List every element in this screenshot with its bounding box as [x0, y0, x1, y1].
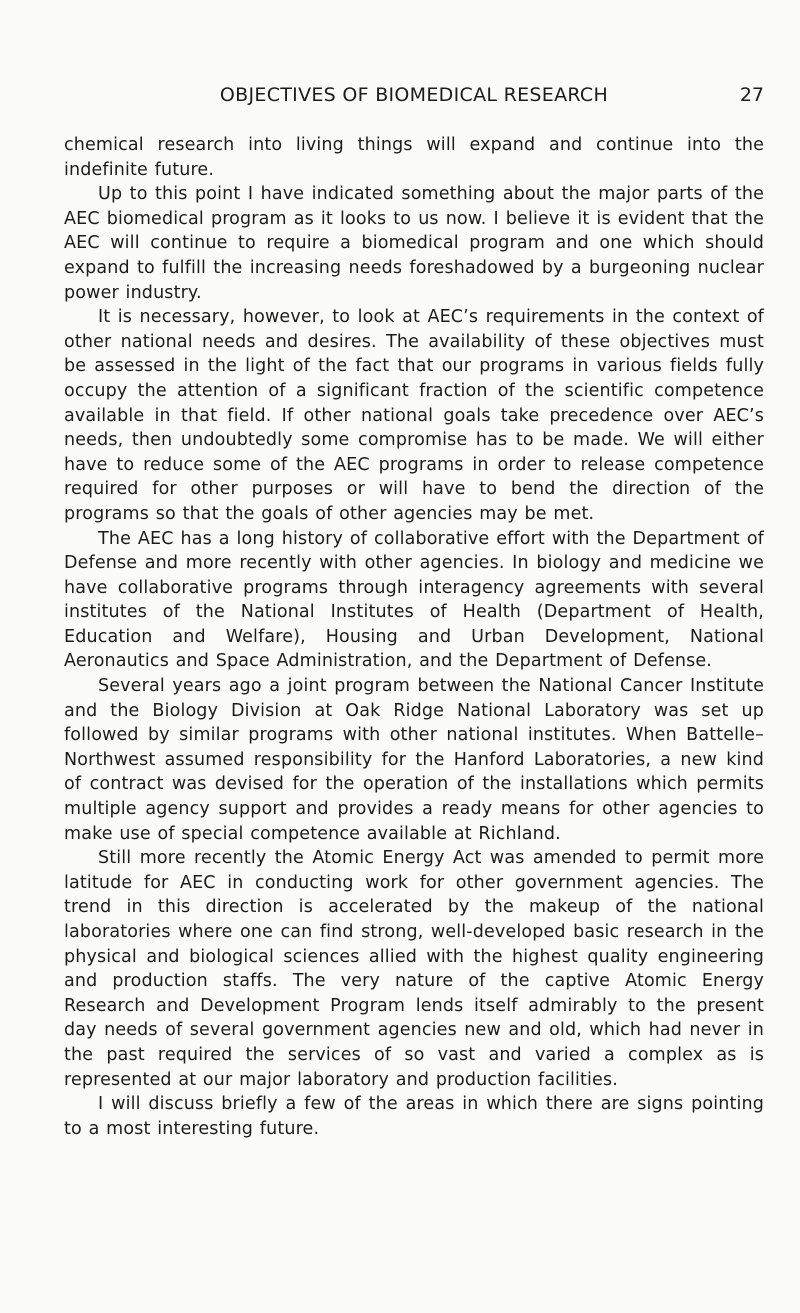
chapter-title: OBJECTIVES OF BIOMEDICAL RESEARCH [219, 84, 609, 106]
running-head [64, 84, 764, 114]
paragraph: It is necessary, however, to look at AEC’s requirements in the context of other national needs and desires. The availability of these objectives must be assessed in the light of the fact that our programs in various fields fully occupy the attention of a significant fraction of the scientific competence available in that field. If other national goals take precedence over AEC’s needs, then undoubtedly some compromise has to be made. We will either have to reduce some of the AEC programs in order to release competence required for other purposes or will have to bend the direction of the programs so that the goals of other agencies may be met. [64, 307, 764, 524]
paragraph: Several years ago a joint program between the National Cancer Institute and the Biology Division at Oak Ridge National Laboratory was set up followed by similar programs with other national institutes. When Battelle–Northwest assumed responsibility for the Hanford Laboratories, a new kind of contract was devised for the operation of the installations which permits multiple agency support and provides a ready means for other agencies to make use of special competence available at Richland. [64, 676, 764, 844]
paragraph: The AEC has a long history of collaborative effort with the Department of Defense and more recently with other agencies. In biology and medicine we have collaborative programs through interagency agreements with several institutes of the National Institutes of Health (Department of Health, Education and Welfare), Housing and Urban Development, National Aeronautics and Space Administration, and the Department of Defense. [64, 528, 764, 672]
paragraph: I will discuss briefly a few of the areas in which there are signs pointing to a most interesting future. [64, 1094, 764, 1139]
paragraph: Up to this point I have indicated something about the major parts of the AEC biomedical program as it looks to us now. I believe it is evident that the AEC will continue to require a biomedical program and one which should expand to fulfill the increasing needs foreshadowed by a burgeoning nuclear power industry. [64, 184, 764, 303]
body-text [64, 133, 764, 1141]
paragraph: Still more recently the Atomic Energy Act was amended to permit more latitude for AEC in conducting work for other government agencies. The trend in this direction is accelerated by the makeup of the national laboratories where one can find strong, well-developed basic research in the physical and biological sciences allied with the highest quality engineering and production staffs. The very nature of the captive Atomic Energy Research and Development Program lends itself admirably to the present day needs of several government agencies new and old, which had never in the past required the services of so vast and varied a complex as is represented at our major laboratory and production facilities. [64, 848, 764, 1090]
paragraph: chemical research into living things will expand and continue into the indefinite future. [64, 135, 764, 180]
page-number: 27 [739, 84, 764, 106]
